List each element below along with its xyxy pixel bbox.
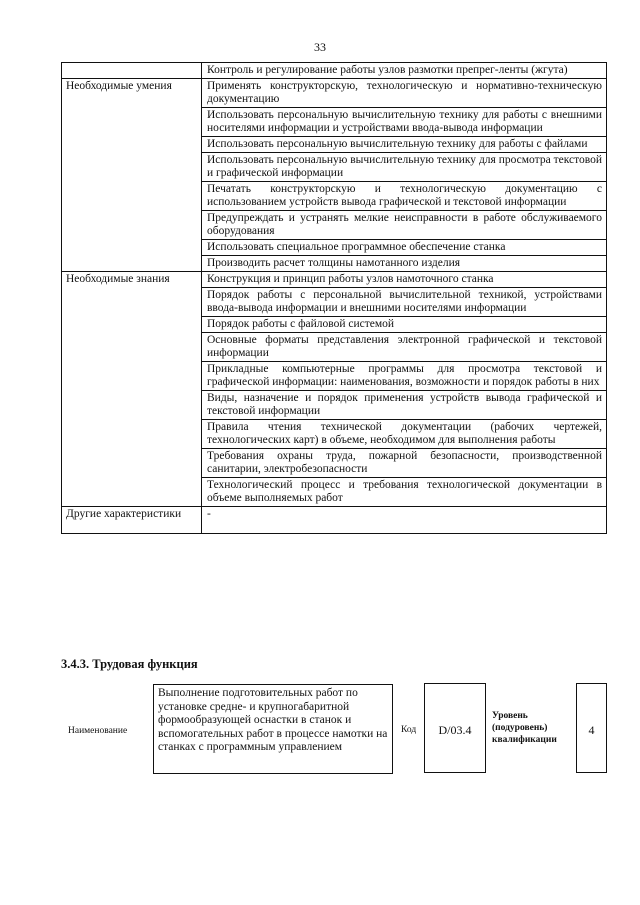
page-number: 33 [314,40,326,54]
table-row [62,507,607,534]
row-text: Использовать персональную вычислительную технику для просмотра текстовой и графической информации [202,153,607,182]
row-text: Использовать персональную вычислительную технику для работы с файлами [202,137,607,153]
row-text: Прикладные компьютерные программы для просмотра текстовой и графической информации: наименования, возможности и порядок работы в них [202,362,607,391]
row-label: Необходимые знания [62,272,202,507]
row-text: - [202,507,607,534]
level-label: Уровень (подуровень) квалификации [492,711,557,745]
row-text: Использовать персональную вычислительную технику для работы с внешними носителями информации и устройствами ввода-вывода информации [202,108,607,137]
row-text: Производить расчет толщины намотанного изделия [202,256,607,272]
row-text: Порядок работы с персональной вычислительной техникой, устройствами ввода-вывода информации и внешними носителями информации [202,288,607,317]
row-label [62,63,202,79]
row-text: Конструкция и принцип работы узлов намоточного станка [202,272,607,288]
row-text: Требования охраны труда, пожарной безопасности, производственной санитарии, электробезопасности [202,449,607,478]
function-name-box: Выполнение подготовительных работ по установке средне- и крупногабаритной формообразующей оснастки в станок и вспомогательных работ в процессе намотки на станках с программным управлением [153,684,393,774]
requirements-table [61,62,607,534]
row-text: Основные форматы представления электронной графической и текстовой информации [202,333,607,362]
section-title: 3.4.3. Трудовая функция [61,657,198,671]
row-text: Применять конструкторскую, технологическую и нормативно-техническую документацию [202,79,607,108]
row-text: Печатать конструкторскую и технологическую документацию с использованием устройств вывода графической и текстовой информации [202,182,607,211]
name-label: Наименование [68,726,128,736]
row-label: Другие характеристики [62,507,202,534]
level-box: 4 [576,683,607,773]
code-box: D/03.4 [424,683,486,773]
row-text: Контроль и регулирование работы узлов размотки препрег-ленты (жгута) [202,63,607,79]
row-text: Порядок работы с файловой системой [202,317,607,333]
row-text: Виды, назначение и порядок применения устройств вывода графической и текстовой информации [202,391,607,420]
code-label: Код [401,725,417,735]
row-text: Предупреждать и устранять мелкие неисправности в работе обслуживаемого оборудования [202,211,607,240]
table-row [62,63,607,79]
table-row [62,79,607,108]
table-row [62,272,607,288]
row-text: Использовать специальное программное обеспечение станка [202,240,607,256]
row-text: Правила чтения технической документации (рабочих чертежей, технологических карт) в объеме, необходимом для выполнения работы [202,420,607,449]
row-text: Технологический процесс и требования технологической документации в объеме выполняемых работ [202,478,607,507]
row-label: Необходимые умения [62,79,202,272]
